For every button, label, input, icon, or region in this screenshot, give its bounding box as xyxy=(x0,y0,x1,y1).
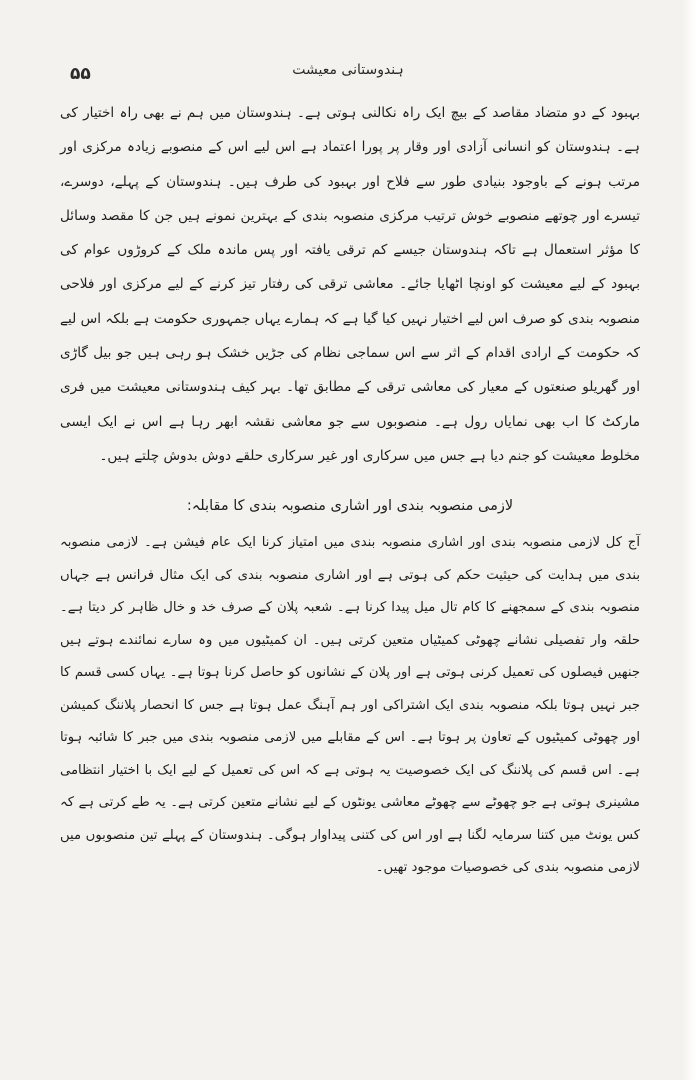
paragraph-1-text: بہبود کے دو متضاد مقاصد کے بیچ ایک راہ نکالنی ہوتی ہے۔ ہندوستان میں ہم نے بھی راہ اختیار کی ہے۔ ہندوستان کو انسانی آزادی اور وقار پر پورا اعتماد ہے اس لیے اس کے منصوبے زیادہ مرکزی اور مرتب ہونے کے باوجود بنیادی طور سے فلاح اور بہبود کی طرف ہیں۔ ہندوستان کے پہلے، دوسرے، تیسرے اور چوتھے منصوبے خوش ترتیب مرکزی منصوبہ بندی کے بہترین نمونے ہیں جن کا مقصد وسائل کا مؤثر استعمال ہے تاکہ ہندوستان جیسے کم ترقی یافتہ اور پس ماندہ ملک کے کروڑوں عوام کی بہبود کے لیے معیشت کو اونچا اٹھایا جائے۔ معاشی ترقی کی رفتار تیز کرنے کے لیے مرکزی اور فلاحی منصوبہ بندی کو صرف اس لیے اختیار نہیں کیا گیا ہے کہ ہمارے یہاں جمہوری حکومت ہے بلکہ اس لیے کہ حکومت کے ارادی اقدام کے اثر سے اس سماجی نظام کی جڑیں خشک ہو رہی ہیں جو بیل گاڑی اور گھریلو صنعتوں کے معیار کی معاشی ترقی کے مطابق تھا۔ بہر کیف ہندوستانی معیشت میں فری مارکٹ کا اب بھی نمایاں رول ہے۔ منصوبوں سے جو معاشی نقشہ ابھر رہا ہے اس نے ایک ایسی مخلوط معیشت کو جنم دیا ہے جس میں سرکاری اور غیر سرکاری حلقے دوش بدوش چلتے ہیں۔ xyxy=(60,105,640,464)
paragraph-2 xyxy=(60,527,640,885)
page-number: ۵۵ xyxy=(70,64,91,84)
section-heading: لازمی منصوبہ بندی اور اشاری منصوبہ بندی کا مقابلہ: xyxy=(186,498,514,514)
running-head: ہندوستانی معیشت xyxy=(292,62,404,78)
paragraph-2-text: آج کل لازمی منصوبہ بندی اور اشاری منصوبہ بندی میں امتیاز کرنا ایک عام فیشن ہے۔ لازمی منصوبہ بندی میں ہدایت کی حیثیت حکم کی ہوتی ہے اور اشاری منصوبہ بندی کی ایک مثال فرانس ہے جہاں منصوبہ بندی کے سمجھنے کا کام تال میل پیدا کرنا ہے۔ شعبہ پلان کے صرف خد و خال ظاہر کر دیتا ہے۔ حلقہ وار تفصیلی نشانے چھوٹی کمیٹیاں متعین کرتی ہیں۔ ان کمیٹیوں میں وہ سارے نمائندے ہوتے ہیں جنھیں فیصلوں کی تعمیل کرنی ہوتی ہے اور پلان کے نشانوں کو حاصل کرنا ہوتا ہے۔ یہاں کسی قسم کا جبر نہیں ہوتا بلکہ منصوبہ بندی ایک اشتراکی اور ہم آہنگ عمل ہوتا ہے جس کا انحصار پلاننگ کمیشن اور چھوٹی کمیٹیوں کے تعاون پر ہوتا ہے۔ اس کے مقابلے میں لازمی منصوبہ بندی میں جبر کا شائبہ ہوتا ہے۔ اس قسم کی پلاننگ کی ایک خصوصیت یہ ہوتی ہے کہ اس کی تعمیل کے لیے ایک با اختیار انتظامی مشینری ہوتی ہے جو چھوٹے سے چھوٹے معاشی یونٹوں کے لیے نشانے متعین کرتی ہے۔ یہ طے کرتی ہے کہ کس یونٹ میں کتنا سرمایہ لگنا ہے اور اس کی کتنی پیداوار ہوگی۔ ہندوستان کے پہلے تین منصوبوں میں لازمی منصوبہ بندی کی خصوصیات موجود تھیں۔ xyxy=(60,535,640,875)
page-edge xyxy=(682,0,696,1080)
paragraph-1 xyxy=(60,96,640,473)
